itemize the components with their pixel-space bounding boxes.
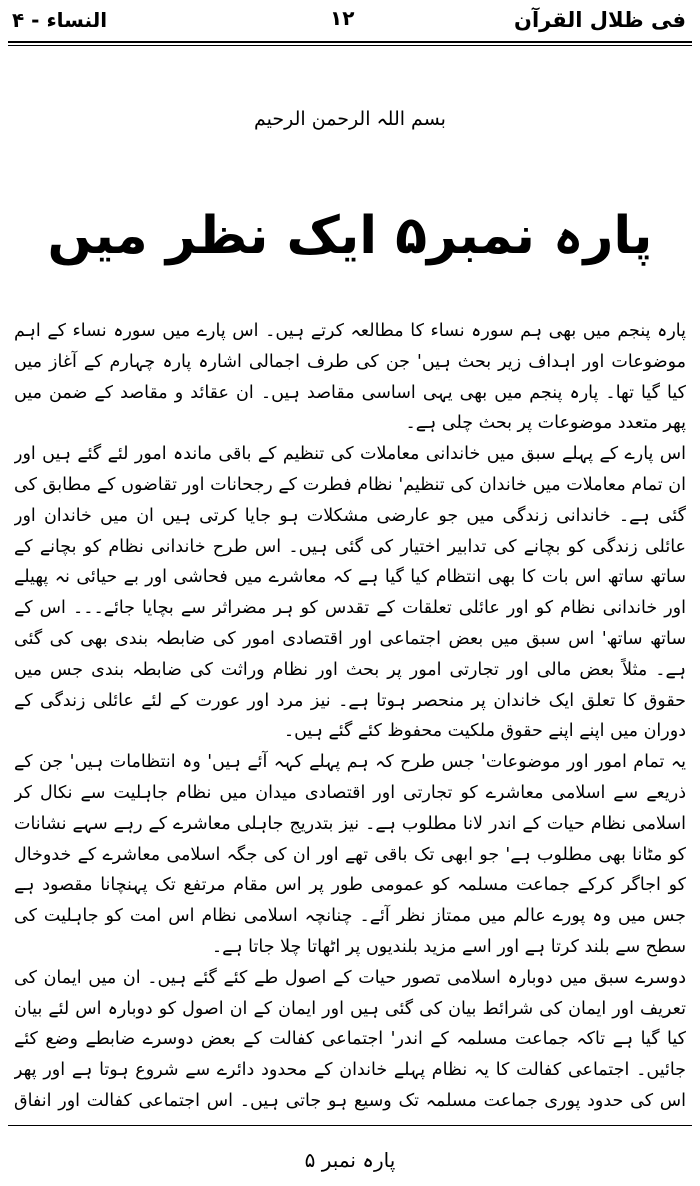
- header-rule-thin: [8, 45, 692, 46]
- body-text: [14, 316, 686, 1116]
- header-rule: [8, 41, 692, 43]
- footer-rule: [8, 1125, 692, 1126]
- bismillah: بسم اللہ الرحمن الرحیم: [254, 108, 446, 130]
- paragraph-3: یہ تمام امور اور موضوعات' جس طرح کہ ہم پہلے کہہ آئے ہیں' وہ انتظامات ہیں' جن کے ذریعے سے اسلامی معاشرے کو تجارتی اور اقتصادی میدان میں نظام جاہلیت سے نکال کر اسلامی نظام حیات کے اندر لانا مطلوب ہے۔ نیز بتدریج جاہلی معاشرے کے رہے سہے نشانات کو مٹانا بھی مطلوب ہے' جو ابھی تک باقی تھے اور ان کی جگہ اسلامی معاشرے کے خدوخال کو اجاگر کرکے جماعت مسلمہ کو عمومی طور پر اس مقام مرتفع تک پہنچانا مقصود ہے جس میں وہ پورے عالم میں ممتاز نظر آئے۔ چنانچہ اسلامی نظام اس امت کو جاہلیت کی سطح سے بلند کرتا ہے اور اسے مزید بلندیوں پر اٹھاتا چلا جاتا ہے۔: [14, 752, 686, 957]
- header-surah-label: النساء - ۴: [12, 8, 108, 32]
- paragraph-2: اس پارے کے پہلے سبق میں خاندانی معاملات کی تنظیم کے باقی ماندہ امور لئے گئے ہیں اور ان تمام معاملات میں خاندان کی تنظیم' نظام فطرت کے رجحانات اور تقاضوں کے مطابق کی گئی ہے۔ خاندانی زندگی میں جو عارضی مشکلات ہو جایا کرتی ہیں ان میں خاندان اور عائلی زندگی کو بچانے کی تدابیر اختیار کی گئی ہیں۔ اس طرح خاندانی نظام کو بچانے کے ساتھ ساتھ اس بات کا بھی انتظام کیا گیا ہے کہ معاشرے میں فحاشی اور بے حیائی نہ پھیلے اور خاندانی نظام کو اور عائلی تعلقات کے تقدس کو ہر مضراثر سے بچایا جائے۔۔۔ اس کے ساتھ ساتھ' اس سبق میں بعض اجتماعی اور اقتصادی امور کی ضابطہ بندی بھی کی گئی ہے۔ مثلاً بعض مالی اور تجارتی امور پر بحث اور نظام وراثت کی ضابطہ بندی جس میں حقوق کا تعلق ایک خاندان پر منحصر ہوتا ہے۔ نیز مرد اور عورت کے لئے عائلی زندگی کے دوران میں اپنے اپنے حقوق ملکیت محفوظ کئے گئے ہیں۔: [14, 444, 686, 742]
- page-header: [0, 0, 700, 40]
- page-title: پارہ نمبر۵ ایک نظر میں: [47, 206, 653, 266]
- paragraph-4: دوسرے سبق میں دوبارہ اسلامی تصور حیات کے اصول طے کئے گئے ہیں۔ ان میں ایمان کی تعریف اور ایمان کی شرائط بیان کی گئی ہیں اور ایمان کے ان اصول کو دوبارہ اس لئے بیان کیا گیا ہے تاکہ جماعت مسلمہ کے اندر' اجتماعی کفالت کے بعض دوسرے ضابطے وضع کئے جائیں۔ اجتماعی کفالت کا یہ نظام پہلے خاندان کے محدود دائرے سے شروع ہوتا ہے اور پھر اس کی حدود پوری جماعت مسلمہ تک وسیع ہو جاتی ہیں۔ اس اجتماعی کفالت اور انفاق: [14, 967, 686, 1111]
- paragraph-1: پارہ پنجم میں بھی ہم سورہ نساء کا مطالعہ کرتے ہیں۔ اس پارے میں سورہ نساء کے اہم موضوعات اور اہداف زیر بحث ہیں' جن کی طرف اجمالی اشارہ پارہ چہارم کے آغاز میں کیا گیا تھا۔ پارہ پنجم میں بھی یہی اساسی مقاصد ہیں۔ ان عقائد و مقاصد کے ضمن میں پھر متعدد موضوعات پر بحث چلی ہے۔: [14, 321, 686, 434]
- header-book-title: فی ظلال القرآن: [514, 8, 686, 32]
- header-page-number: ۱۲: [330, 6, 355, 30]
- page-footer: پارہ نمبر ۵: [304, 1148, 396, 1172]
